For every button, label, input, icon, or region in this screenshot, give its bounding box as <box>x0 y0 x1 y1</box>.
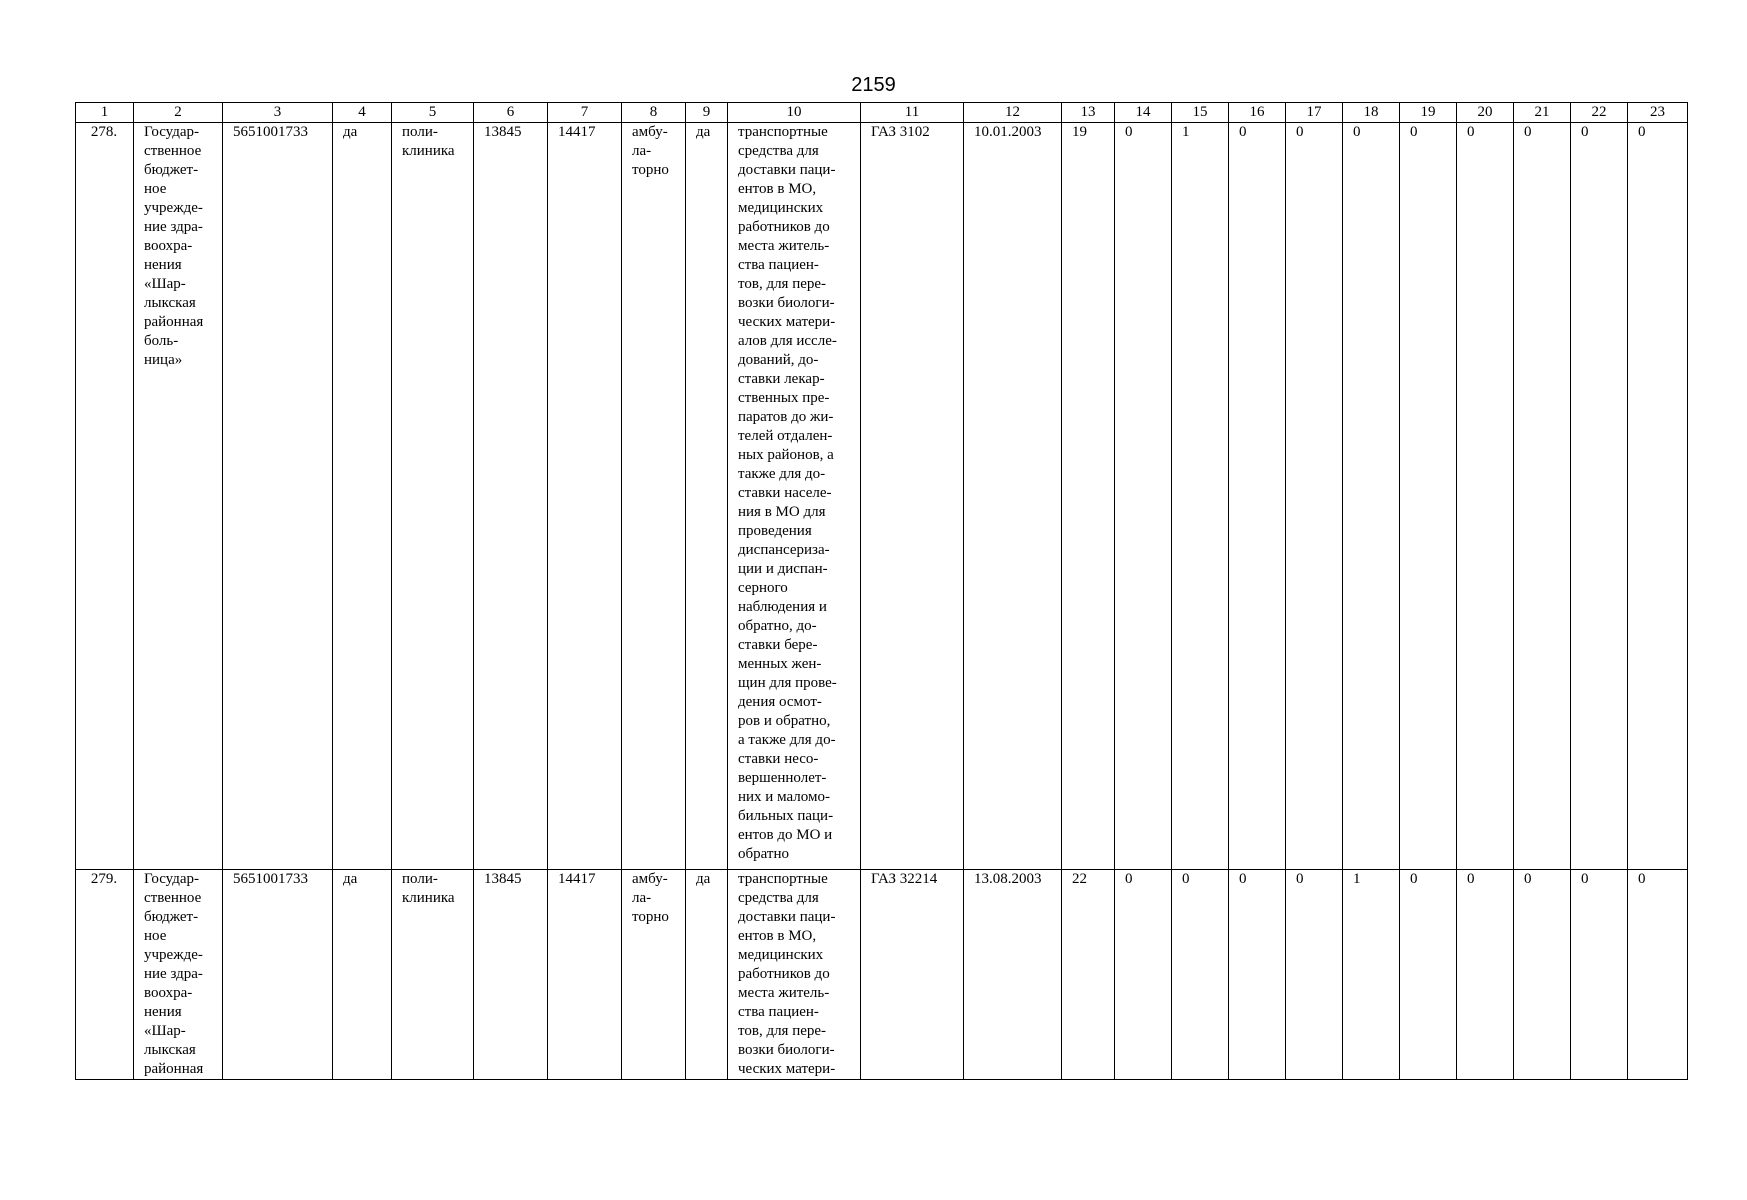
table-cell: 22 <box>1062 870 1115 1080</box>
page-number: 2159 <box>851 74 896 96</box>
column-header: 5 <box>392 103 474 123</box>
vehicle-date: 13.08.2003 <box>964 870 1062 1080</box>
row-number: 279. <box>76 870 134 1080</box>
column-header: 15 <box>1172 103 1229 123</box>
column-header: 12 <box>964 103 1062 123</box>
column-header: 13 <box>1062 103 1115 123</box>
table-cell: да <box>333 870 392 1080</box>
table-cell: 1 <box>1343 870 1400 1080</box>
care-condition: амбу- ла- торно <box>622 123 686 870</box>
table-cell: да <box>686 870 728 1080</box>
registry-table <box>75 102 1688 1080</box>
division-type: поли- клиника <box>392 870 474 1080</box>
table-row <box>76 123 1688 870</box>
column-header: 1 <box>76 103 134 123</box>
table-cell: 0 <box>1229 870 1286 1080</box>
table-cell: 14417 <box>548 870 622 1080</box>
inn-cell: 5651001733 <box>223 870 333 1080</box>
inn-cell: 5651001733 <box>223 123 333 870</box>
table-cell: 0 <box>1229 123 1286 870</box>
column-header: 16 <box>1229 103 1286 123</box>
table-cell: 0 <box>1343 123 1400 870</box>
column-header: 17 <box>1286 103 1343 123</box>
column-header: 22 <box>1571 103 1628 123</box>
table-cell: 0 <box>1514 870 1571 1080</box>
table-cell: 0 <box>1400 870 1457 1080</box>
table-cell: 0 <box>1172 870 1229 1080</box>
vehicle-purpose: транспортные средства для доставки паци- ентов в МО, медицинских работников до места житель- ства пациен- тов, для пере- возки биологи- ческих матери- алов для иссле- дований, до- ставки лекар- ственных пре- паратов до жи- телей отдален- ных районов, а также для до- ставки населе- ния в МО для проведения диспансериза- ции и диспан- серного наблюдения и обратно, до- ставки бере- менных жен- щин для прове- дения осмот- ров и обратно, а также для до- ставки несо- вершеннолет- них и маломо- бильных паци- ентов до МО и обратно <box>728 123 861 870</box>
organization-name: Государ- ственное бюджет- ное учрежде- ние здра- воохра- нения «Шар- лыкская районная <box>134 870 223 1080</box>
column-header: 20 <box>1457 103 1514 123</box>
vehicle-model: ГАЗ 3102 <box>861 123 964 870</box>
table-row <box>76 870 1688 1080</box>
table-cell: 0 <box>1628 870 1688 1080</box>
table-cell: 0 <box>1400 123 1457 870</box>
table-cell: 14417 <box>548 123 622 870</box>
table-cell: 19 <box>1062 123 1115 870</box>
vehicle-model: ГАЗ 32214 <box>861 870 964 1080</box>
table-cell: 0 <box>1457 123 1514 870</box>
table-cell: 13845 <box>474 123 548 870</box>
column-header: 4 <box>333 103 392 123</box>
division-type: поли- клиника <box>392 123 474 870</box>
column-header: 18 <box>1343 103 1400 123</box>
table-cell: 0 <box>1571 870 1628 1080</box>
column-header: 9 <box>686 103 728 123</box>
column-header: 21 <box>1514 103 1571 123</box>
table-cell: 0 <box>1457 870 1514 1080</box>
care-condition: амбу- ла- торно <box>622 870 686 1080</box>
column-header: 6 <box>474 103 548 123</box>
column-header: 14 <box>1115 103 1172 123</box>
table-cell: 0 <box>1286 123 1343 870</box>
column-header: 3 <box>223 103 333 123</box>
header-row <box>76 103 1688 123</box>
table-cell: 0 <box>1571 123 1628 870</box>
organization-name: Государ- ственное бюджет- ное учрежде- ние здра- воохра- нения «Шар- лыкская районная боль- ница» <box>134 123 223 870</box>
vehicle-purpose: транспортные средства для доставки паци- ентов в МО, медицинских работников до места житель- ства пациен- тов, для пере- возки биологи- ческих матери- <box>728 870 861 1080</box>
column-header: 7 <box>548 103 622 123</box>
row-number: 278. <box>76 123 134 870</box>
column-header: 8 <box>622 103 686 123</box>
vehicle-date: 10.01.2003 <box>964 123 1062 870</box>
column-header: 23 <box>1628 103 1688 123</box>
column-header: 10 <box>728 103 861 123</box>
table-cell: 0 <box>1628 123 1688 870</box>
column-header: 11 <box>861 103 964 123</box>
table-cell: 0 <box>1115 123 1172 870</box>
table-cell: 13845 <box>474 870 548 1080</box>
table-cell: 0 <box>1514 123 1571 870</box>
table-cell: да <box>333 123 392 870</box>
column-header: 2 <box>134 103 223 123</box>
table-cell: да <box>686 123 728 870</box>
table-cell: 0 <box>1115 870 1172 1080</box>
column-header: 19 <box>1400 103 1457 123</box>
table-cell: 1 <box>1172 123 1229 870</box>
table-cell: 0 <box>1286 870 1343 1080</box>
